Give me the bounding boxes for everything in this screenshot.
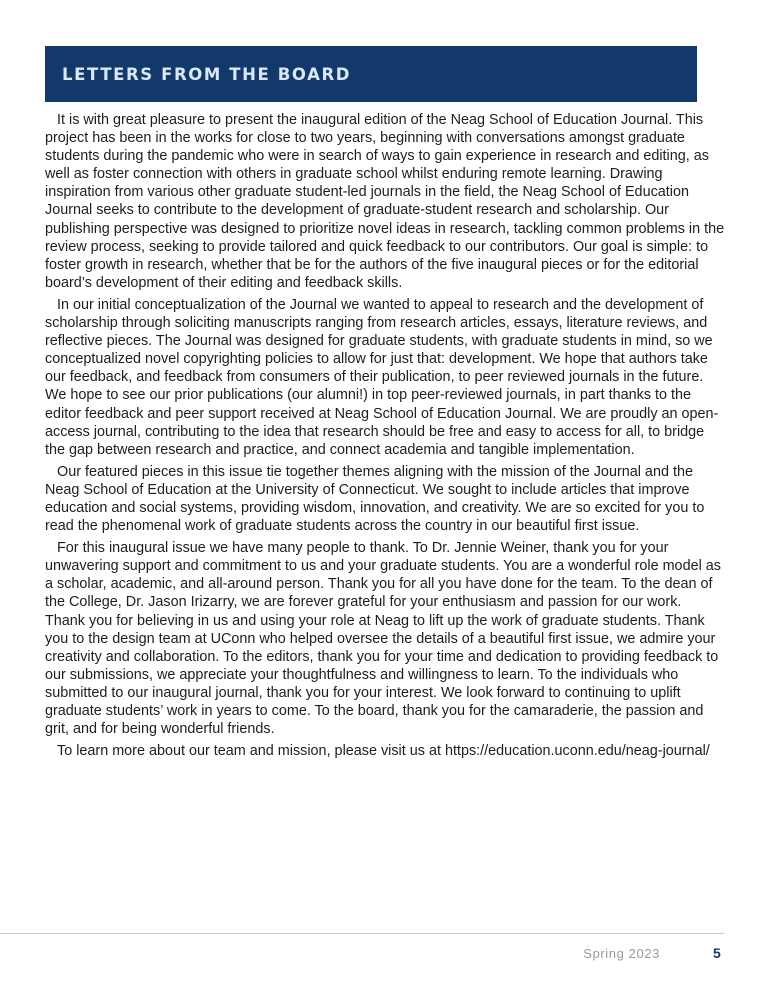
letter-paragraph-link: To learn more about our team and mission, please visit us at https://education.uconn.edu/neag-journal/ <box>57 743 710 760</box>
footer-issue-date: Spring 2023 <box>583 946 660 961</box>
section-title: LETTERS FROM THE BOARD <box>62 64 352 84</box>
footer-divider <box>0 933 724 934</box>
letter-paragraph: For this inaugural issue we have many people to thank. To Dr. Jennie Weiner, thank you for your unwavering support and commitment to us and your graduate students. You are a wonderful role model as a scholar, academic, and all-around person. Thank you for all you have done for the team. To the dean of the College, Dr. Jason Irizarry, we are forever grateful for your enthusiasm and passion for our work. Thank you for believing in us and using your role at Neag to lift up the work of graduate students. Thank you to the design team at UConn who helped oversee the details of a beautiful first issue, we admire your creativity and collaboration. To the editors, thank you for your time and dedication to providing feedback to our submissions, we appreciate your thoughtfulness and willingness to learn. To the individuals who submitted to our inaugural journal, thank you for your interest. We look forward to continuing to uplift graduate students’ work in years to come. To the board, thank you for the camaraderie, the passion and grit, and for being wonderful friends. <box>45 540 721 738</box>
letter-paragraph: It is with great pleasure to present the inaugural edition of the Neag School of Education Journal. This project has been in the works for close to two years, beginning with conversations amongst graduate students during the pandemic who were in search of ways to gain experience in research and editing, as well as foster connection with others in graduate school whilst enduring remote learning. Drawing inspiration from various other graduate student-led journals in the field, the Neag School of Education Journal seeks to contribute to the development of graduate-student research and scholarship. Our publishing perspective was designed to prioritize novel ideas in research, tackling common problems in the review process, seeking to provide tailored and quick feedback to our contributors. Our goal is simple: to foster growth in research, whether that be for the authors of the five inaugural pieces or for the editorial board’s development of their editing and feedback skills. <box>45 112 725 291</box>
letter-body <box>45 111 725 764</box>
page-number: 5 <box>713 945 721 961</box>
section-header-band <box>45 46 697 102</box>
letter-paragraph: In our initial conceptualization of the Journal we wanted to appeal to research and the development of scholarship through soliciting manuscripts ranging from research articles, essays, literature reviews, and reflective pieces. The Journal was designed for graduate students, with graduate students in mind, so we conceptualized novel copyrighting policies to allow for just that: development. We hope that authors take our feedback, and feedback from consumers of their publication, to peer reviewed journals in the future. We hope to see our prior publications (our alumni!) in top peer-reviewed journals, in part thanks to the editor feedback and peer support received at Neag School of Education Journal. We are proudly an open-access journal, contributing to the idea that research should be free and easy to access for all, to bridge the gap between research and practice, and connect academia and tangible implementation. <box>45 296 719 458</box>
letter-paragraph: Our featured pieces in this issue tie together themes aligning with the mission of the Journal and the Neag School of Education at the University of Connecticut. We sought to include articles that improve education and social systems, providing wisdom, innovation, and creativity. We are so excited for you to read the phenomenal work of graduate students across the country in our beautiful first issue. <box>45 463 705 535</box>
